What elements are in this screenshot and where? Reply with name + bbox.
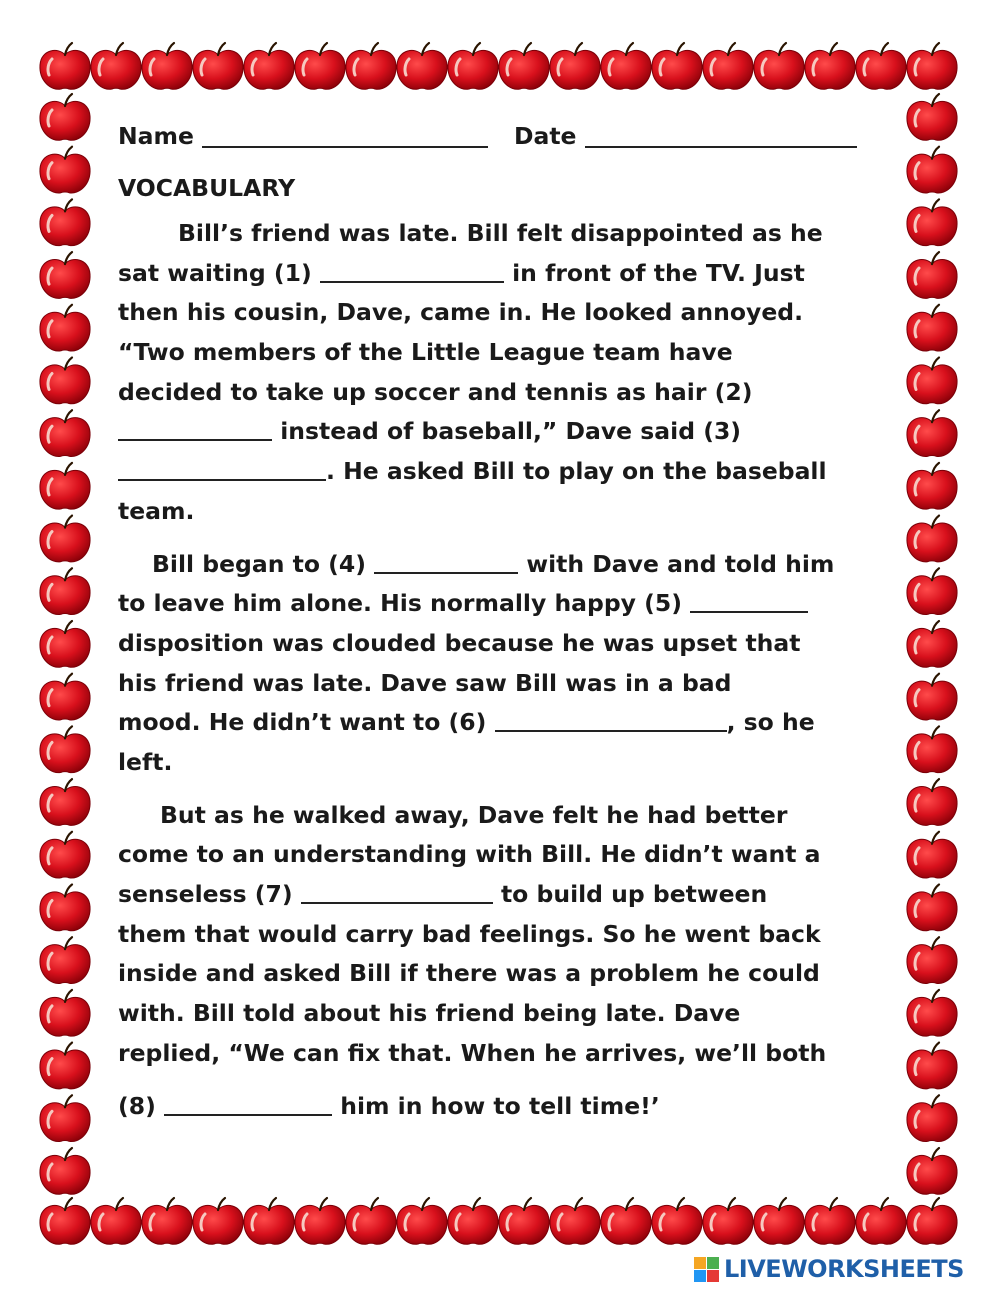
apple-icon — [907, 1043, 957, 1089]
logo-text: LIVEWORKSHEETS — [724, 1255, 964, 1283]
apple-icon — [907, 621, 957, 667]
blank-3-input[interactable] — [118, 455, 326, 481]
apple-icon — [907, 568, 957, 614]
text-line: decided to take up soccer and tennis as hair (2) — [118, 377, 753, 406]
text-line — [118, 254, 888, 294]
text-line: disposition was clouded because he was upset that — [118, 628, 801, 657]
apple-icon — [295, 43, 345, 89]
apple-icon — [346, 1198, 396, 1244]
text-line — [118, 1087, 888, 1127]
apple-icon — [856, 1198, 906, 1244]
text-line — [118, 875, 888, 915]
apple-icon — [40, 1043, 90, 1089]
blank-7-input[interactable] — [301, 878, 493, 904]
apple-icon — [40, 568, 90, 614]
apple-icon — [907, 832, 957, 878]
apple-icon — [907, 410, 957, 456]
apple-icon — [40, 937, 90, 983]
apple-icon — [40, 726, 90, 772]
apple-icon — [40, 94, 90, 140]
text-segment: him in how to tell time!’ — [340, 1092, 660, 1121]
apple-icon — [244, 1198, 294, 1244]
apple-icon — [40, 1095, 90, 1141]
text-line: But as he walked away, Dave felt he had better — [160, 800, 788, 829]
apple-icon — [805, 43, 855, 89]
apple-icon — [550, 1198, 600, 1244]
apple-icon — [40, 463, 90, 509]
apple-icon — [142, 1198, 192, 1244]
text-segment: Bill began to (4) — [152, 549, 367, 578]
apple-icon — [907, 779, 957, 825]
apple-icon — [40, 358, 90, 404]
text-segment: instead of baseball,” Dave said (3) — [280, 417, 742, 446]
text-segment: senseless (7) — [118, 880, 293, 908]
paragraph-1 — [118, 214, 888, 532]
name-label: Name — [118, 122, 194, 150]
apple-icon — [142, 43, 192, 89]
text-segment: sat waiting (1) — [118, 258, 312, 287]
blank-2-input[interactable] — [118, 415, 272, 441]
text-line: come to an understanding with Bill. He didn’t want a — [118, 840, 821, 869]
apple-icon — [40, 147, 90, 193]
apple-icon — [907, 94, 957, 140]
text-line: replied, “We can fix that. When he arrives, we’ll both — [118, 1038, 827, 1067]
apple-icon — [907, 674, 957, 720]
apple-icon — [40, 516, 90, 562]
apple-icon — [652, 1198, 702, 1244]
apple-icon — [805, 1198, 855, 1244]
apple-icon — [295, 1198, 345, 1244]
apple-icon — [907, 885, 957, 931]
apple-icon — [703, 43, 753, 89]
apple-icon — [907, 147, 957, 193]
apple-icon — [907, 199, 957, 245]
apple-icon — [907, 305, 957, 351]
text-line: team. — [118, 496, 195, 525]
apple-icon — [40, 832, 90, 878]
text-line: left. — [118, 747, 173, 776]
text-line — [118, 545, 888, 585]
text-line: them that would carry bad feelings. So he went back — [118, 919, 821, 948]
text-line — [118, 584, 888, 624]
apple-icon — [193, 1198, 243, 1244]
apple-icon — [907, 990, 957, 1036]
liveworksheets-logo-icon — [694, 1257, 719, 1282]
apple-icon — [907, 463, 957, 509]
apple-icon — [91, 1198, 141, 1244]
text-line: then his cousin, Dave, came in. He looked annoyed. — [118, 298, 804, 327]
text-line: “Two members of the Little League team have — [118, 338, 733, 367]
apple-icon — [397, 43, 447, 89]
apple-icon — [907, 937, 957, 983]
apple-icon — [448, 1198, 498, 1244]
blank-1-input[interactable] — [320, 257, 504, 283]
text-line: Bill’s friend was late. Bill felt disappointed as he — [178, 219, 823, 247]
apple-icon — [40, 199, 90, 245]
apple-icon — [499, 43, 549, 89]
apple-icon — [40, 621, 90, 667]
apple-icon — [40, 990, 90, 1036]
apple-icon — [907, 726, 957, 772]
apple-icon — [40, 779, 90, 825]
apple-icon — [244, 43, 294, 89]
apple-icon — [907, 252, 957, 298]
blank-6-input[interactable] — [495, 706, 727, 732]
text-segment: mood. He didn’t want to (6) — [118, 708, 487, 737]
header-row — [118, 110, 888, 162]
apple-icon — [397, 1198, 447, 1244]
apple-icon — [907, 1198, 957, 1244]
blank-5-input[interactable] — [690, 587, 808, 613]
text-segment: with Dave and told him — [526, 549, 835, 578]
apple-icon — [652, 43, 702, 89]
apple-icon — [907, 358, 957, 404]
apple-icon — [40, 885, 90, 931]
text-line: with. Bill told about his friend being late. Dave — [118, 999, 741, 1028]
apple-icon — [550, 43, 600, 89]
apple-icon — [754, 1198, 804, 1244]
text-line: inside and asked Bill if there was a problem he could — [118, 959, 820, 988]
name-field[interactable] — [202, 120, 488, 148]
text-segment: , so he — [726, 708, 815, 737]
apple-icon — [601, 43, 651, 89]
apple-icon — [703, 1198, 753, 1244]
apple-icon — [448, 43, 498, 89]
apple-icon — [91, 43, 141, 89]
apple-icon — [907, 516, 957, 562]
apple-icon — [499, 1198, 549, 1244]
apple-icon — [856, 43, 906, 89]
liveworksheets-logo[interactable] — [694, 1254, 964, 1284]
apple-icon — [907, 1095, 957, 1141]
paragraph-3 — [118, 796, 888, 1128]
apple-icon — [907, 43, 957, 89]
text-segment: to build up between — [500, 880, 768, 908]
text-line — [118, 412, 888, 452]
text-line: his friend was late. Dave saw Bill was in a bad — [118, 668, 732, 697]
apple-icon — [346, 43, 396, 89]
text-segment: in front of the TV. Just — [512, 258, 805, 287]
apple-icon — [40, 674, 90, 720]
date-field[interactable] — [585, 120, 857, 148]
apple-icon — [601, 1198, 651, 1244]
text-line — [118, 703, 888, 743]
apple-icon — [40, 1148, 90, 1194]
apple-icon — [907, 1148, 957, 1194]
blank-4-input[interactable] — [374, 548, 518, 574]
date-label: Date — [513, 122, 577, 150]
apple-icon — [40, 305, 90, 351]
apple-icon — [193, 43, 243, 89]
text-segment: (8) — [118, 1092, 156, 1121]
text-segment: to leave him alone. His normally happy (5) — [118, 589, 683, 618]
worksheet — [118, 110, 888, 1127]
text-line — [118, 452, 888, 492]
apple-icon — [754, 43, 804, 89]
text-segment: . He asked Bill to play on the baseball — [326, 457, 827, 486]
apple-icon — [40, 252, 90, 298]
apple-icon — [40, 1198, 90, 1244]
apple-icon — [40, 43, 90, 89]
paragraph-2 — [118, 545, 888, 783]
page-title: VOCABULARY — [118, 174, 296, 202]
blank-8-input[interactable] — [164, 1090, 332, 1116]
apple-icon — [40, 410, 90, 456]
